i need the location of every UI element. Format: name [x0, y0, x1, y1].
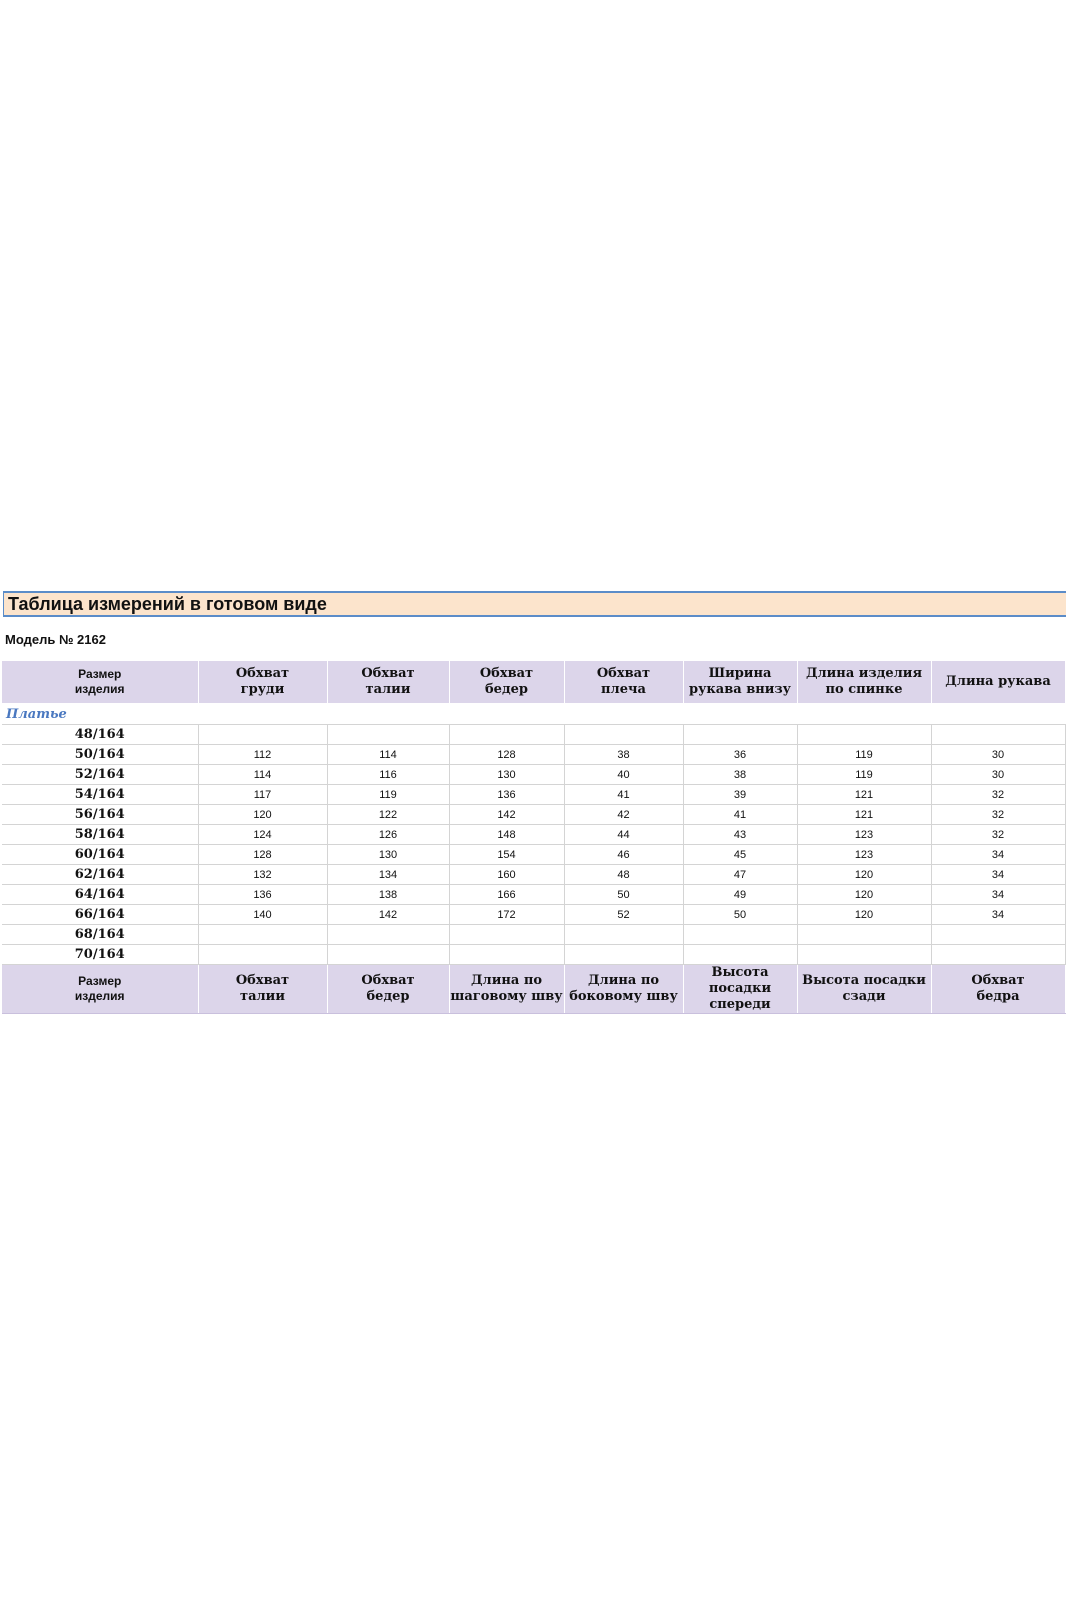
value-cell: 112	[198, 745, 327, 765]
footer-line2: бедра	[976, 989, 1020, 1004]
value-cell: 120	[797, 865, 931, 885]
value-cell: 114	[198, 765, 327, 785]
header-line2: талии	[365, 682, 411, 697]
value-cell	[564, 925, 683, 945]
value-cell: 130	[449, 765, 564, 785]
value-cell: 34	[931, 845, 1065, 865]
size-cell: 68/164	[2, 925, 198, 945]
value-cell: 34	[931, 905, 1065, 925]
header-cell	[564, 661, 683, 704]
value-cell: 172	[449, 905, 564, 925]
header-line1: Длина изделия	[805, 666, 923, 681]
value-cell: 119	[327, 785, 449, 805]
header-row	[2, 661, 1066, 704]
value-cell: 32	[931, 805, 1065, 825]
value-cell: 123	[797, 825, 931, 845]
footer-line1: Длина по	[587, 973, 660, 988]
header-cell	[327, 661, 449, 704]
value-cell: 120	[797, 905, 931, 925]
size-cell: 62/164	[2, 865, 198, 885]
value-cell	[198, 945, 327, 965]
header-cell	[198, 661, 327, 704]
header-line2: плеча	[601, 682, 646, 697]
section-label: Платье	[6, 707, 67, 722]
table-row	[2, 745, 1066, 765]
header-size-line2: изделия	[74, 682, 125, 696]
header-size-line1: Размер	[78, 667, 122, 681]
value-cell: 142	[449, 805, 564, 825]
footer-line1: Высота посадки	[802, 973, 926, 988]
value-cell: 52	[564, 905, 683, 925]
size-cell: 56/164	[2, 805, 198, 825]
footer-line1: Обхват	[971, 973, 1025, 988]
value-cell: 42	[564, 805, 683, 825]
value-cell: 123	[797, 845, 931, 865]
table-row	[2, 845, 1066, 865]
value-cell	[797, 925, 931, 945]
value-cell	[198, 725, 327, 745]
value-cell	[683, 945, 797, 965]
value-cell: 124	[198, 825, 327, 845]
value-cell	[797, 725, 931, 745]
value-cell: 32	[931, 825, 1065, 845]
size-cell: 52/164	[2, 765, 198, 785]
value-cell: 130	[327, 845, 449, 865]
value-cell	[449, 725, 564, 745]
table-row	[2, 805, 1066, 825]
value-cell: 166	[449, 885, 564, 905]
header-line1: Обхват	[596, 666, 651, 681]
value-cell: 32	[931, 785, 1065, 805]
size-cell: 70/164	[2, 945, 198, 965]
value-cell: 30	[931, 765, 1065, 785]
footer-row	[2, 965, 1066, 1014]
header-size-cell	[2, 661, 198, 704]
value-cell: 50	[683, 905, 797, 925]
footer-line1: Обхват	[361, 973, 415, 988]
header-line1: Длина рукава	[945, 674, 1051, 689]
value-cell	[931, 725, 1065, 745]
value-cell	[327, 925, 449, 945]
footer-cell	[683, 965, 797, 1014]
size-cell: 60/164	[2, 845, 198, 865]
value-cell: 142	[327, 905, 449, 925]
footer-line2: боковому шву	[569, 989, 678, 1004]
footer-cell	[449, 965, 564, 1014]
value-cell	[449, 945, 564, 965]
size-cell: 66/164	[2, 905, 198, 925]
footer-cell	[931, 965, 1065, 1014]
value-cell: 119	[797, 745, 931, 765]
value-cell: 38	[683, 765, 797, 785]
header-cell	[683, 661, 797, 704]
table-row	[2, 765, 1066, 785]
footer-line2: талии	[240, 989, 285, 1004]
value-cell: 43	[683, 825, 797, 845]
footer-line2: сзади	[842, 989, 886, 1004]
header-line2: рукава внизу	[688, 682, 791, 697]
value-cell: 40	[564, 765, 683, 785]
header-line2: груди	[240, 682, 285, 697]
value-cell	[797, 945, 931, 965]
size-cell: 54/164	[2, 785, 198, 805]
value-cell	[449, 925, 564, 945]
footer-size-cell	[2, 965, 198, 1014]
section-cell	[2, 704, 1066, 725]
value-cell: 136	[449, 785, 564, 805]
table-row	[2, 905, 1066, 925]
footer-line1: Обхват	[235, 973, 290, 988]
value-cell: 120	[797, 885, 931, 905]
value-cell	[564, 725, 683, 745]
sheet-title: Таблица измерений в готовом виде	[8, 593, 327, 614]
value-cell: 34	[931, 865, 1065, 885]
value-cell: 119	[797, 765, 931, 785]
value-cell: 160	[449, 865, 564, 885]
value-cell	[327, 945, 449, 965]
size-cell: 48/164	[2, 725, 198, 745]
value-cell: 121	[797, 785, 931, 805]
table-row	[2, 925, 1066, 945]
value-cell: 39	[683, 785, 797, 805]
table-row	[2, 865, 1066, 885]
value-cell	[931, 945, 1065, 965]
value-cell: 154	[449, 845, 564, 865]
table-row	[2, 825, 1066, 845]
header-line1: Обхват	[361, 666, 415, 681]
header-cell	[797, 661, 931, 704]
value-cell	[683, 725, 797, 745]
value-cell: 132	[198, 865, 327, 885]
value-cell	[327, 725, 449, 745]
footer-line1: Высота посадки	[708, 965, 772, 996]
value-cell: 136	[198, 885, 327, 905]
footer-cell	[797, 965, 931, 1014]
table-row	[2, 725, 1066, 745]
header-cell	[449, 661, 564, 704]
size-cell: 50/164	[2, 745, 198, 765]
value-cell: 114	[327, 745, 449, 765]
footer-size-line2: изделия	[74, 989, 125, 1003]
size-cell: 64/164	[2, 885, 198, 905]
value-cell: 117	[198, 785, 327, 805]
section-row	[2, 704, 1066, 725]
title-bar	[3, 591, 1066, 617]
table-row	[2, 785, 1066, 805]
value-cell	[683, 925, 797, 945]
model-number: Модель № 2162	[5, 631, 106, 647]
footer-size-line1: Размер	[78, 974, 122, 988]
footer-cell	[198, 965, 327, 1014]
value-cell: 121	[797, 805, 931, 825]
measurement-sheet	[0, 591, 1066, 1014]
value-cell: 50	[564, 885, 683, 905]
value-cell: 46	[564, 845, 683, 865]
value-cell: 138	[327, 885, 449, 905]
footer-line2: спереди	[709, 997, 771, 1012]
header-cell	[931, 661, 1065, 704]
header-line1: Обхват	[235, 666, 290, 681]
measurements-table	[2, 661, 1066, 1014]
value-cell: 148	[449, 825, 564, 845]
value-cell: 44	[564, 825, 683, 845]
value-cell	[564, 945, 683, 965]
footer-cell	[327, 965, 449, 1014]
header-line1: Обхват	[479, 666, 534, 681]
value-cell	[931, 925, 1065, 945]
header-line1: Ширина	[708, 666, 772, 681]
value-cell: 36	[683, 745, 797, 765]
size-cell: 58/164	[2, 825, 198, 845]
footer-line2: бедер	[366, 989, 410, 1004]
value-cell: 41	[564, 785, 683, 805]
value-cell: 126	[327, 825, 449, 845]
value-cell: 45	[683, 845, 797, 865]
value-cell: 41	[683, 805, 797, 825]
value-cell: 48	[564, 865, 683, 885]
value-cell: 116	[327, 765, 449, 785]
value-cell: 128	[198, 845, 327, 865]
value-cell: 140	[198, 905, 327, 925]
value-cell: 47	[683, 865, 797, 885]
value-cell: 134	[327, 865, 449, 885]
value-cell	[198, 925, 327, 945]
header-line2: бедер	[485, 682, 528, 697]
value-cell: 30	[931, 745, 1065, 765]
header-line2: по спинке	[825, 682, 903, 697]
footer-line2: шаговому шву	[450, 989, 563, 1004]
value-cell: 38	[564, 745, 683, 765]
value-cell: 120	[198, 805, 327, 825]
value-cell: 122	[327, 805, 449, 825]
table-row	[2, 945, 1066, 965]
table-row	[2, 885, 1066, 905]
footer-cell	[564, 965, 683, 1014]
value-cell: 128	[449, 745, 564, 765]
value-cell: 34	[931, 885, 1065, 905]
footer-line1: Длина по	[470, 973, 543, 988]
value-cell: 49	[683, 885, 797, 905]
